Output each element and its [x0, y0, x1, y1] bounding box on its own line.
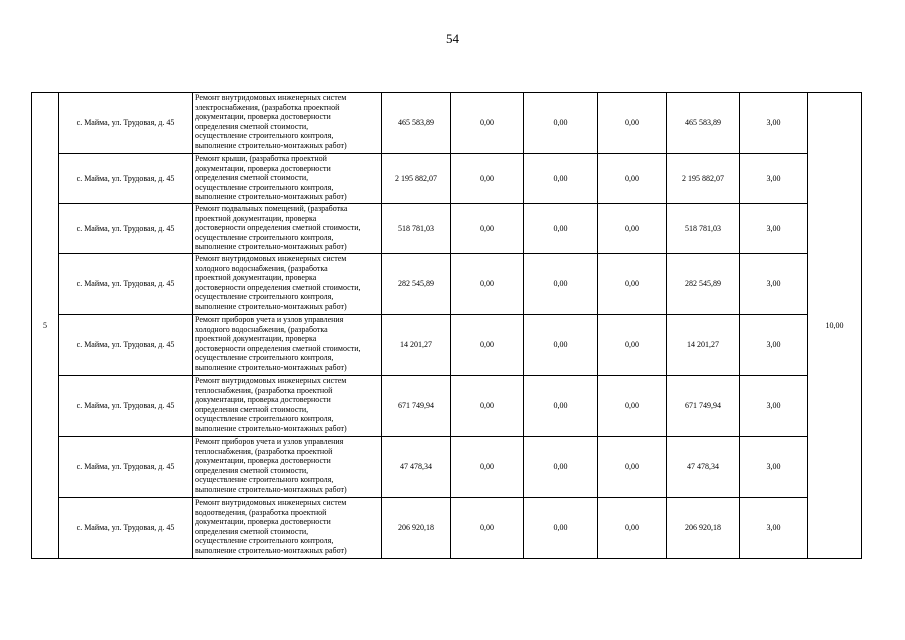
work-description-line: теплоснабжения, (разработка проектной [195, 446, 333, 456]
fund-cell-1: 0,00 [451, 498, 524, 559]
work-description-line: выполнение строительно-монтажных работ) [195, 362, 347, 372]
work-description-line: осуществление строительного контроля, [195, 182, 334, 192]
group-total-cell: 10,00 [808, 93, 862, 559]
owners-funds-cell: 671 749,94 [667, 376, 740, 437]
work-description-line: теплоснабжения, (разработка проектной [195, 385, 333, 395]
fund-cell-1: 0,00 [451, 254, 524, 315]
work-description-line: Ремонт внутридомовых инженерных систем [195, 498, 347, 507]
fund-cell-2: 0,00 [524, 437, 598, 498]
address-cell: с. Майма, ул. Трудовая, д. 45 [59, 154, 193, 204]
work-description-line: осуществление строительного контроля, [195, 353, 334, 363]
table-row [32, 498, 862, 559]
work-description-line: проектной документации, проверка [195, 273, 317, 283]
total-cost-cell: 282 545,89 [382, 254, 451, 315]
rate-cell: 3,00 [740, 376, 808, 437]
work-description-line: осуществление строительного контроля, [195, 414, 334, 424]
fund-cell-1: 0,00 [451, 204, 524, 254]
work-description-line: выполнение строительно-монтажных работ) [195, 140, 347, 150]
owners-funds-cell: 206 920,18 [667, 498, 740, 559]
fund-cell-1: 0,00 [451, 437, 524, 498]
table-row [32, 315, 862, 376]
total-cost-cell: 14 201,27 [382, 315, 451, 376]
fund-cell-2: 0,00 [524, 376, 598, 437]
work-description-line: документации, проверка достоверности [195, 395, 331, 405]
fund-cell-1: 0,00 [451, 93, 524, 154]
address-cell: с. Майма, ул. Трудовая, д. 45 [59, 204, 193, 254]
owners-funds-cell: 47 478,34 [667, 437, 740, 498]
fund-cell-2: 0,00 [524, 254, 598, 315]
rate-cell: 3,00 [740, 254, 808, 315]
fund-cell-3: 0,00 [598, 154, 667, 204]
work-description-line: определения сметной стоимости, [195, 465, 309, 475]
rate-cell: 3,00 [740, 437, 808, 498]
rate-cell: 3,00 [740, 315, 808, 376]
total-cost-cell: 2 195 882,07 [382, 154, 451, 204]
work-description-line: определения сметной стоимости, [195, 404, 309, 414]
table-row [32, 154, 862, 204]
rate-cell: 3,00 [740, 93, 808, 154]
work-description-line: выполнение строительно-монтажных работ) [195, 242, 347, 252]
work-description-line: выполнение строительно-монтажных работ) [195, 545, 347, 555]
total-cost-cell: 518 781,03 [382, 204, 451, 254]
fund-cell-2: 0,00 [524, 204, 598, 254]
fund-cell-3: 0,00 [598, 376, 667, 437]
work-description-line: Ремонт приборов учета и узлов управления [195, 315, 344, 324]
work-description-line: выполнение строительно-монтажных работ) [195, 192, 347, 202]
total-cost-cell: 206 920,18 [382, 498, 451, 559]
work-description-line: определения сметной стоимости, [195, 173, 309, 183]
page-number: 54 [446, 31, 459, 46]
total-cost-cell: 671 749,94 [382, 376, 451, 437]
work-description-cell [193, 254, 382, 315]
fund-cell-1: 0,00 [451, 315, 524, 376]
fund-cell-3: 0,00 [598, 498, 667, 559]
address-cell: с. Майма, ул. Трудовая, д. 45 [59, 376, 193, 437]
work-description-line: проектной документации, проверка [195, 334, 317, 344]
owners-funds-cell: 518 781,03 [667, 204, 740, 254]
work-description-line: осуществление строительного контроля, [195, 475, 334, 485]
work-description-line: выполнение строительно-монтажных работ) [195, 484, 347, 494]
work-description-line: осуществление строительного контроля, [195, 131, 334, 141]
work-description-line: выполнение строительно-монтажных работ) [195, 301, 347, 311]
work-description-line: документации, проверка достоверности [195, 112, 331, 122]
fund-cell-2: 0,00 [524, 498, 598, 559]
work-description-line: Ремонт крыши, (разработка проектной [195, 154, 327, 163]
table-row [32, 93, 862, 154]
work-description-cell [193, 204, 382, 254]
fund-cell-2: 0,00 [524, 315, 598, 376]
repair-works-table [31, 92, 862, 559]
work-description-cell [193, 437, 382, 498]
work-description-line: достоверности определения сметной стоимости, [195, 282, 361, 292]
owners-funds-cell: 2 195 882,07 [667, 154, 740, 204]
group-number-cell: 5 [32, 93, 59, 559]
address-cell: с. Майма, ул. Трудовая, д. 45 [59, 254, 193, 315]
owners-funds-cell: 465 583,89 [667, 93, 740, 154]
owners-funds-cell: 14 201,27 [667, 315, 740, 376]
fund-cell-3: 0,00 [598, 437, 667, 498]
fund-cell-2: 0,00 [524, 154, 598, 204]
work-description-line: электроснабжения, (разработка проектной [195, 102, 340, 112]
address-cell: с. Майма, ул. Трудовая, д. 45 [59, 437, 193, 498]
address-cell: с. Майма, ул. Трудовая, д. 45 [59, 93, 193, 154]
work-description-cell [193, 376, 382, 437]
address-cell: с. Майма, ул. Трудовая, д. 45 [59, 498, 193, 559]
total-cost-cell: 47 478,34 [382, 437, 451, 498]
work-description-line: проектной документации, проверка [195, 213, 317, 223]
fund-cell-3: 0,00 [598, 315, 667, 376]
rate-cell: 3,00 [740, 154, 808, 204]
work-description-cell [193, 315, 382, 376]
owners-funds-cell: 282 545,89 [667, 254, 740, 315]
work-description-line: водоотведения, (разработка проектной [195, 507, 327, 517]
table-row [32, 376, 862, 437]
work-description-line: холодного водоснабжения, (разработка [195, 324, 328, 334]
fund-cell-2: 0,00 [524, 93, 598, 154]
work-description-cell [193, 154, 382, 204]
work-description-line: осуществление строительного контроля, [195, 292, 334, 302]
table-body [32, 93, 862, 559]
fund-cell-1: 0,00 [451, 154, 524, 204]
work-description-line: определения сметной стоимости, [195, 526, 309, 536]
fund-cell-1: 0,00 [451, 376, 524, 437]
work-description-line: документации, проверка достоверности [195, 163, 331, 173]
work-description-line: выполнение строительно-монтажных работ) [195, 423, 347, 433]
work-description-line: документации, проверка достоверности [195, 517, 331, 527]
work-description-line: холодного водоснабжения, (разработка [195, 263, 328, 273]
work-description-line: Ремонт внутридомовых инженерных систем [195, 254, 347, 263]
work-description-line: осуществление строительного контроля, [195, 232, 334, 242]
work-description-line: осуществление строительного контроля, [195, 536, 334, 546]
work-description-line: Ремонт внутридомовых инженерных систем [195, 376, 347, 385]
fund-cell-3: 0,00 [598, 93, 667, 154]
table-row [32, 204, 862, 254]
rate-cell: 3,00 [740, 204, 808, 254]
work-description-line: Ремонт подвальных помещений, (разработка [195, 204, 348, 213]
work-description-cell [193, 498, 382, 559]
table-row [32, 437, 862, 498]
work-description-line: достоверности определения сметной стоимости, [195, 223, 361, 233]
work-description-line: Ремонт приборов учета и узлов управления [195, 437, 344, 446]
rate-cell: 3,00 [740, 498, 808, 559]
work-description-cell [193, 93, 382, 154]
fund-cell-3: 0,00 [598, 254, 667, 315]
total-cost-cell: 465 583,89 [382, 93, 451, 154]
work-description-line: определения сметной стоимости, [195, 121, 309, 131]
table-row [32, 254, 862, 315]
work-description-line: Ремонт внутридомовых инженерных систем [195, 93, 347, 102]
address-cell: с. Майма, ул. Трудовая, д. 45 [59, 315, 193, 376]
work-description-line: документации, проверка достоверности [195, 456, 331, 466]
work-description-line: достоверности определения сметной стоимости, [195, 343, 361, 353]
fund-cell-3: 0,00 [598, 204, 667, 254]
